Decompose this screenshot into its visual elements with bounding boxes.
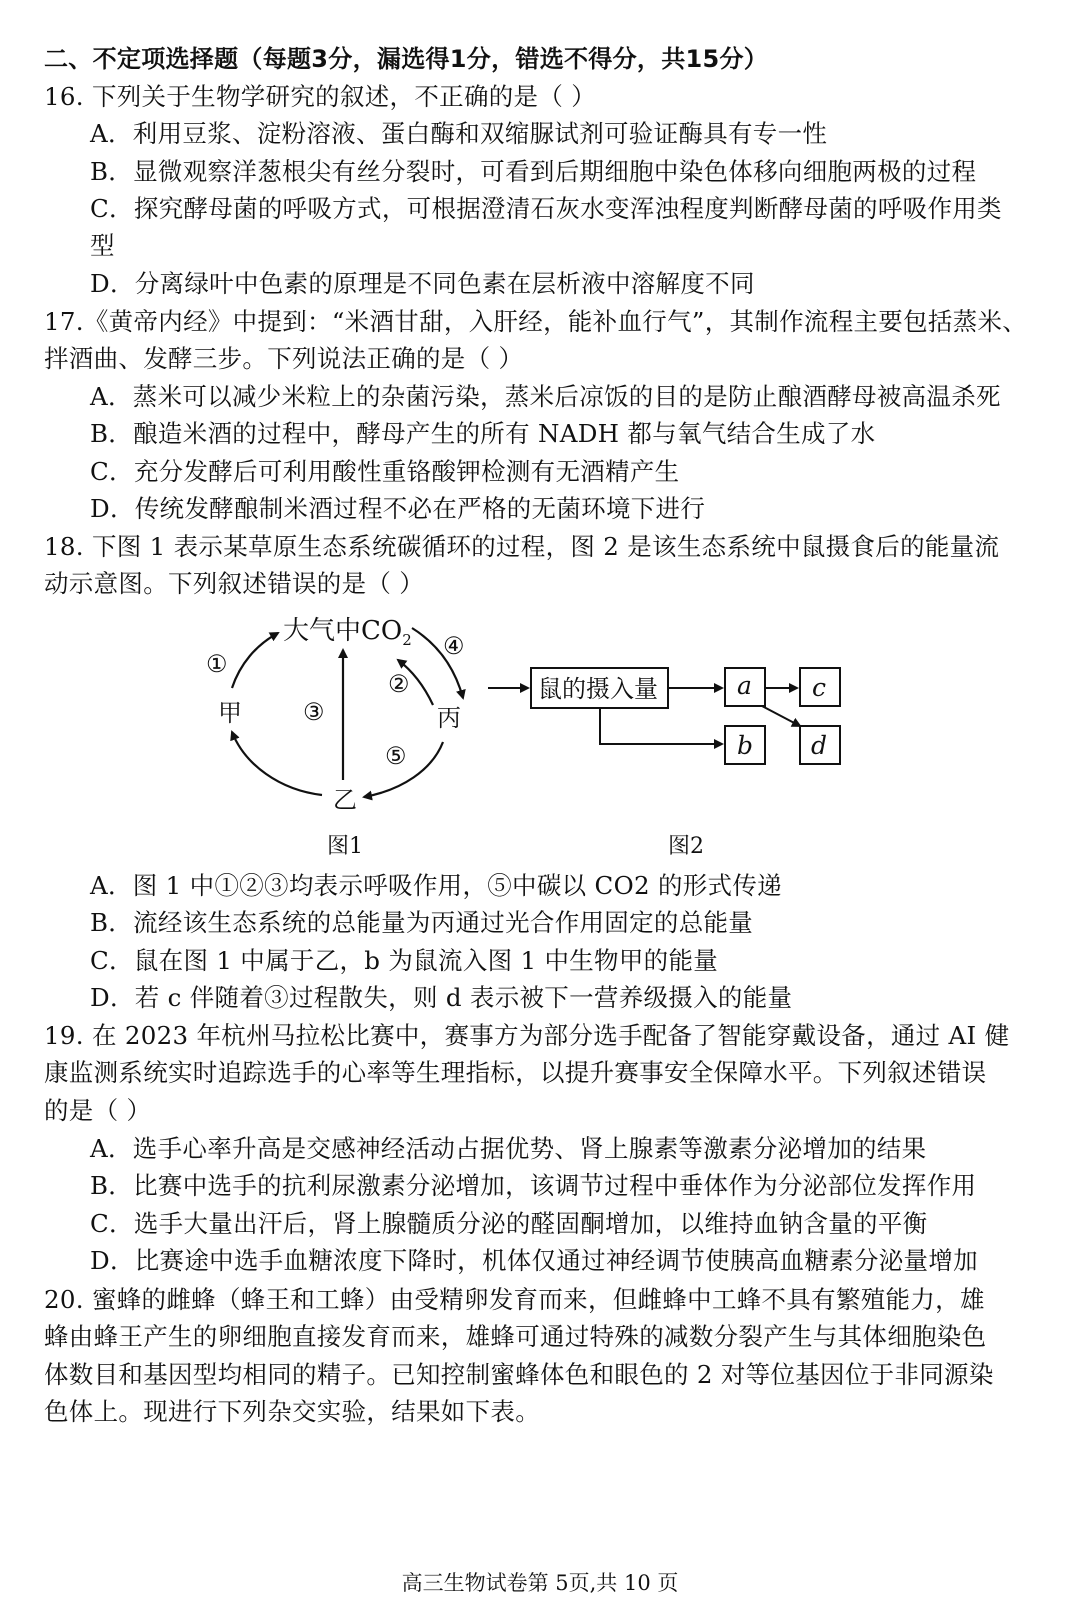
label-5: ⑤: [385, 742, 407, 770]
question-16-option-b: B．显微观察洋葱根尖有丝分裂时，可看到后期细胞中染色体移向细胞两极的过程: [90, 157, 977, 186]
page-footer: 高三生物试卷第 5页,共 10 页: [401, 1571, 679, 1595]
question-19-option-b: B．比赛中选手的抗利尿激素分泌增加，该调节过程中垂体作为分泌部位发挥作用: [90, 1171, 977, 1200]
arrow-1: [232, 633, 278, 688]
question-16-option-d: D．分离绿叶中色素的原理是不同色素在层析液中溶解度不同: [90, 269, 755, 298]
question-19-stem: 19. 在 2023 年杭州马拉松比赛中，赛事方为部分选手配备了智能穿戴设备，通过 AI 健: [44, 1021, 1010, 1050]
label-b: b: [737, 731, 754, 760]
arrow-a-d: [762, 706, 800, 726]
question-20-stem-cont3: 色体上。现进行下列杂交实验，结果如下表。: [44, 1397, 540, 1426]
question-19-stem-cont2: 的是（ ）: [44, 1096, 152, 1125]
figures: [0, 600, 1080, 870]
question-18-stem-cont: 动示意图。下列叙述错误的是（ ）: [44, 569, 425, 598]
question-17-option-d: D．传统发酵酿制米酒过程不必在严格的无菌环境下进行: [90, 494, 706, 523]
question-19-option-c: C．选手大量出汗后，肾上腺髓质分泌的醛固酮增加，以维持血钠含量的平衡: [90, 1209, 928, 1238]
question-16-option-c-cont: 型: [90, 231, 115, 260]
question-17-stem-cont: 拌酒曲、发酵三步。下列说法正确的是（ ）: [44, 344, 524, 373]
question-16-option-a: A．利用豆浆、淀粉溶液、蛋白酶和双缩脲试剂可验证酶具有专一性: [90, 119, 828, 148]
figure-1-carbon-cycle: [232, 628, 463, 797]
intake-label: 鼠的摄入量: [538, 675, 658, 703]
question-17-stem: 17.《黄帝内经》中提到：“米酒甘甜，入肝经，能补血行气”，其制作流程主要包括蒸米、: [44, 307, 1028, 336]
node-jia: 甲: [218, 699, 242, 727]
question-20-stem-cont: 蜂由蜂王产生的卵细胞直接发育而来，雄蜂可通过特殊的减数分裂产生与其体细胞染色: [44, 1322, 987, 1351]
label-c: c: [812, 673, 827, 702]
question-18-option-b: B．流经该生态系统的总能量为丙通过光合作用固定的总能量: [90, 908, 754, 937]
question-18-stem: 18. 下图 1 表示某草原生态系统碳循环的过程，图 2 是该生态系统中鼠摄食后的能量流: [44, 532, 1000, 561]
label-1: ①: [206, 650, 228, 678]
question-17-option-c: C．充分发酵后可利用酸性重铬酸钾检测有无酒精产生: [90, 457, 680, 486]
question-19-stem-cont: 康监测系统实时追踪选手的心率等生理指标，以提升赛事安全保障水平。下列叙述错误: [44, 1058, 987, 1087]
label-a: a: [737, 671, 752, 700]
question-20-stem: 20. 蜜蜂的雌蜂（蜂王和工蜂）由受精卵发育而来，但雌蜂中工蜂不具有繁殖能力，雄: [44, 1285, 985, 1314]
figure-2-caption: 图2: [668, 834, 704, 859]
co2-label: 大气中$CO_2$: [283, 616, 412, 649]
question-19-option-d: D．比赛途中选手血糖浓度下降时，机体仅通过神经调节使胰高血糖素分泌量增加: [90, 1246, 978, 1275]
question-17-option-b: B．酿造米酒的过程中，酵母产生的所有 NADH 都与氧气结合生成了水: [90, 419, 876, 448]
question-17-option-a: A．蒸米可以减少米粒上的杂菌污染，蒸米后凉饭的目的是防止酿酒酵母被高温杀死: [90, 382, 1001, 411]
arrow-yi-jia: [232, 732, 322, 795]
node-yi: 乙: [333, 786, 357, 814]
label-2: ②: [388, 670, 410, 698]
node-bing: 丙: [437, 704, 461, 732]
label-4: ④: [443, 632, 465, 660]
arrow-intake-b: [600, 708, 722, 744]
label-3: ③: [303, 698, 325, 726]
section-header: 二、不定项选择题（每题3分，漏选得1分，错选不得分，共15分）: [44, 45, 769, 73]
question-16-stem: 16. 下列关于生物学研究的叙述，不正确的是（ ）: [44, 82, 597, 111]
question-19-option-a: A．选手心率升高是交感神经活动占据优势、肾上腺素等激素分泌增加的结果: [90, 1134, 927, 1163]
question-16-option-c: C．探究酵母菌的呼吸方式，可根据澄清石灰水变浑浊程度判断酵母菌的呼吸作用类: [90, 194, 1002, 223]
question-18-option-d: D．若 c 伴随着③过程散失，则 d 表示被下一营养级摄入的能量: [90, 983, 793, 1012]
question-18-option-a: A．图 1 中①②③均表示呼吸作用，⑤中碳以 CO2 的形式传递: [90, 871, 782, 900]
figure-1-caption: 图1: [327, 834, 363, 859]
label-d: d: [811, 731, 828, 760]
question-20-stem-cont2: 体数目和基因型均相同的精子。已知控制蜜蜂体色和眼色的 2 对等位基因位于非同源染: [44, 1360, 994, 1389]
question-18-option-c: C．鼠在图 1 中属于乙，b 为鼠流入图 1 中生物甲的能量: [90, 946, 719, 975]
